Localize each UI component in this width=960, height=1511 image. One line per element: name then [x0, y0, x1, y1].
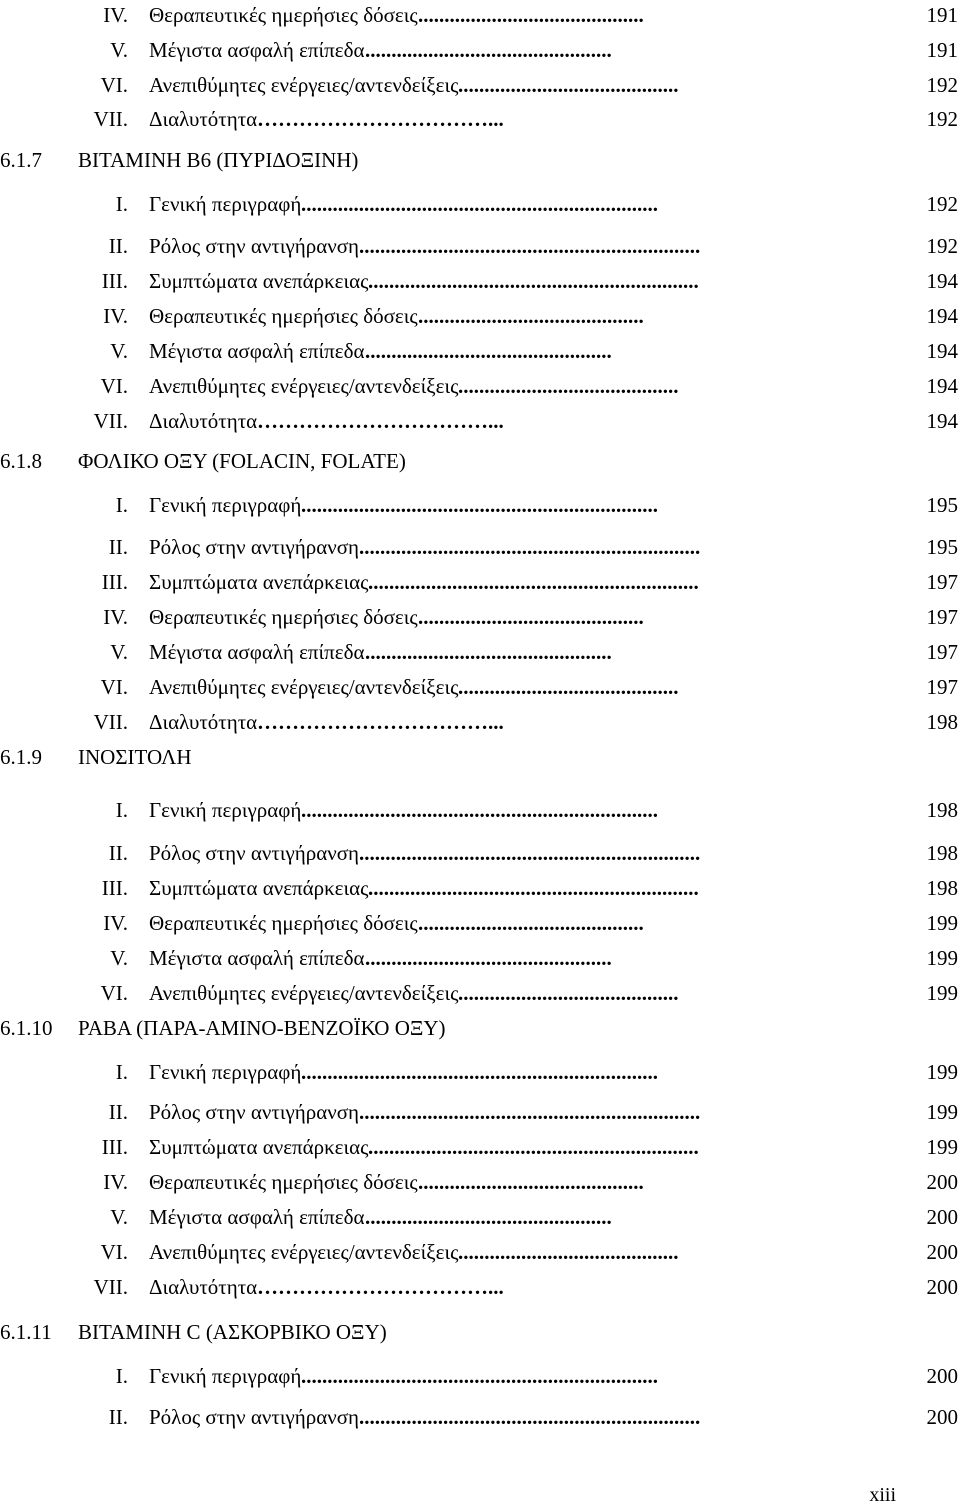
entry-title[interactable]: Ρόλος στην αντιγήρανση: [149, 535, 360, 559]
entry-roman-numeral: VI.: [100, 374, 128, 398]
section-title: ΦΟΛΙΚΟ ΟΞΥ (FOLACIN, FOLATE): [78, 449, 406, 473]
section-title: ΙΝΟΣΙΤΟΛΗ: [78, 745, 192, 769]
toc-entry[interactable]: [0, 189, 960, 219]
entry-roman-numeral: I.: [115, 493, 128, 517]
entry-roman-numeral: VI.: [100, 675, 128, 699]
entry-title[interactable]: Συμπτώματα ανεπάρκειας: [149, 269, 369, 293]
entry-page-number[interactable]: 194: [926, 339, 958, 363]
toc-entry[interactable]: [0, 1097, 960, 1127]
entry-title[interactable]: Ρόλος στην αντιγήρανση: [149, 1405, 360, 1429]
dot-leader: ....................................................................: [301, 1060, 658, 1084]
dot-leader: ...........................................: [418, 605, 644, 629]
entry-roman-numeral: III.: [101, 570, 128, 594]
entry-title[interactable]: Διαλυτότητα: [149, 710, 258, 734]
entry-roman-numeral: VII.: [93, 409, 128, 433]
entry-page-number[interactable]: 192: [926, 107, 958, 131]
entry-page-number[interactable]: 198: [926, 798, 958, 822]
entry-title[interactable]: Θεραπευτικές ημερήσιες δόσεις: [149, 1170, 418, 1194]
entry-page-number[interactable]: 199: [926, 946, 958, 970]
entry-title[interactable]: Ανεπιθύμητες ενέργειες/αντενδείξεις: [149, 1240, 459, 1264]
toc-entry[interactable]: [0, 336, 960, 366]
dot-leader: ..........................................: [458, 675, 679, 699]
entry-roman-numeral: VII.: [93, 710, 128, 734]
entry-page-number[interactable]: 194: [926, 269, 958, 293]
entry-title[interactable]: Θεραπευτικές ημερήσιες δόσεις: [149, 605, 418, 629]
entry-roman-numeral: III.: [101, 1135, 128, 1159]
entry-roman-numeral: IV.: [103, 1170, 128, 1194]
toc-entry[interactable]: [0, 70, 960, 100]
entry-page-number[interactable]: 194: [926, 304, 958, 328]
dot-leader: ...........................................: [418, 1170, 644, 1194]
toc-entry[interactable]: [0, 1402, 960, 1432]
toc-entry[interactable]: [0, 532, 960, 562]
entry-page-number[interactable]: 192: [926, 192, 958, 216]
entry-title[interactable]: Ανεπιθύμητες ενέργειες/αντενδείξεις: [149, 374, 459, 398]
entry-page-number[interactable]: 192: [926, 73, 958, 97]
dot-leader: ..........................................: [458, 1240, 679, 1264]
entry-page-number[interactable]: 197: [926, 640, 958, 664]
dot-leader: .................................................................: [359, 535, 701, 559]
entry-title[interactable]: Θεραπευτικές ημερήσιες δόσεις: [149, 3, 418, 27]
entry-page-number[interactable]: 199: [926, 1100, 958, 1124]
toc-entry[interactable]: [0, 490, 960, 520]
section-number: 6.1.9: [0, 745, 42, 769]
toc-entry[interactable]: [0, 908, 960, 938]
toc-entry[interactable]: [0, 1237, 960, 1267]
entry-page-number[interactable]: 199: [926, 981, 958, 1005]
toc-entry[interactable]: [0, 567, 960, 597]
toc-section-heading: [0, 742, 960, 772]
toc-entry[interactable]: [0, 1132, 960, 1162]
entry-roman-numeral: V.: [110, 1205, 128, 1229]
toc-entry[interactable]: [0, 637, 960, 667]
dot-leader: ...............................................................: [368, 876, 699, 900]
dot-leader: ..........................................: [458, 981, 679, 1005]
toc-entry[interactable]: [0, 838, 960, 868]
toc-entry[interactable]: [0, 231, 960, 261]
toc-section-heading: [0, 145, 960, 175]
toc-entry[interactable]: [0, 943, 960, 973]
entry-title[interactable]: Ρόλος στην αντιγήρανση: [149, 234, 360, 258]
entry-page-number[interactable]: 197: [926, 675, 958, 699]
toc-entry[interactable]: [0, 672, 960, 702]
entry-title[interactable]: Διαλυτότητα: [149, 409, 258, 433]
entry-roman-numeral: IV.: [103, 911, 128, 935]
section-title: ΒΙΤΑΜΙΝΗ Β6 (ΠΥΡΙΔΟΞΙΝΗ): [78, 148, 359, 172]
dot-leader: ...............................................................: [368, 269, 699, 293]
entry-title[interactable]: Γενική περιγραφή: [149, 192, 302, 216]
entry-title[interactable]: Θεραπευτικές ημερήσιες δόσεις: [149, 911, 418, 935]
entry-roman-numeral: I.: [115, 1060, 128, 1084]
entry-roman-numeral: IV.: [103, 605, 128, 629]
entry-page-number[interactable]: 200: [926, 1170, 958, 1194]
toc-entry[interactable]: [0, 602, 960, 632]
dot-leader: ....................................................................: [301, 493, 658, 517]
entry-roman-numeral: III.: [101, 876, 128, 900]
entry-page-number[interactable]: 200: [926, 1275, 958, 1299]
dot-leader: ……………………………...: [257, 107, 504, 131]
entry-roman-numeral: II.: [108, 1405, 128, 1429]
dot-leader: ……………………………...: [257, 409, 504, 433]
entry-roman-numeral: VI.: [100, 73, 128, 97]
entry-title[interactable]: Διαλυτότητα: [149, 1275, 258, 1299]
dot-leader: ....................................................................: [301, 1364, 658, 1388]
entry-title[interactable]: Συμπτώματα ανεπάρκειας: [149, 876, 369, 900]
toc-entry[interactable]: [0, 1272, 960, 1302]
entry-title[interactable]: Θεραπευτικές ημερήσιες δόσεις: [149, 304, 418, 328]
entry-roman-numeral: II.: [108, 1100, 128, 1124]
toc-entry[interactable]: [0, 1057, 960, 1087]
entry-roman-numeral: V.: [110, 38, 128, 62]
toc-entry[interactable]: [0, 104, 960, 134]
entry-page-number[interactable]: 200: [926, 1240, 958, 1264]
toc-entry[interactable]: [0, 707, 960, 737]
entry-page-number[interactable]: 200: [926, 1205, 958, 1229]
entry-page-number[interactable]: 191: [926, 3, 958, 27]
toc-entry[interactable]: [0, 35, 960, 65]
entry-roman-numeral: VII.: [93, 1275, 128, 1299]
dot-leader: ...............................................: [365, 339, 612, 363]
toc-section-heading: [0, 446, 960, 476]
entry-roman-numeral: II.: [108, 841, 128, 865]
section-title: ΒΙΤΑΜΙΝΗ C (ΑΣΚΟΡΒΙΚΟ ΟΞΥ): [78, 1320, 387, 1344]
entry-roman-numeral: III.: [101, 269, 128, 293]
dot-leader: ..........................................: [458, 374, 679, 398]
toc-entry[interactable]: [0, 1361, 960, 1391]
section-number: 6.1.10: [0, 1016, 53, 1040]
entry-page-number[interactable]: 192: [926, 234, 958, 258]
toc-entry[interactable]: [0, 0, 960, 30]
entry-roman-numeral: VII.: [93, 107, 128, 131]
toc-entry[interactable]: [0, 1202, 960, 1232]
entry-title[interactable]: Ρόλος στην αντιγήρανση: [149, 1100, 360, 1124]
section-title: PABA (ΠΑΡΑ-ΑΜΙΝΟ-ΒΕΝΖΟΪΚΟ ΟΞΥ): [78, 1016, 446, 1040]
dot-leader: ...........................................: [418, 304, 644, 328]
entry-page-number[interactable]: 199: [926, 911, 958, 935]
entry-roman-numeral: I.: [115, 798, 128, 822]
entry-roman-numeral: II.: [108, 535, 128, 559]
section-number: 6.1.8: [0, 449, 42, 473]
entry-page-number[interactable]: 195: [926, 493, 958, 517]
dot-leader: ……………………………...: [257, 710, 504, 734]
entry-page-number[interactable]: 200: [926, 1405, 958, 1429]
entry-title[interactable]: Ανεπιθύμητες ενέργειες/αντενδείξεις: [149, 675, 459, 699]
toc-entry[interactable]: [0, 1167, 960, 1197]
entry-roman-numeral: I.: [115, 1364, 128, 1388]
toc-entry[interactable]: [0, 978, 960, 1008]
dot-leader: .................................................................: [359, 1100, 701, 1124]
entry-title[interactable]: Γενική περιγραφή: [149, 1364, 302, 1388]
entry-title[interactable]: Γενική περιγραφή: [149, 493, 302, 517]
entry-page-number[interactable]: 199: [926, 1135, 958, 1159]
entry-page-number[interactable]: 200: [926, 1364, 958, 1388]
toc-entry[interactable]: [0, 301, 960, 331]
entry-page-number[interactable]: 198: [926, 841, 958, 865]
toc-entry[interactable]: [0, 266, 960, 296]
entry-page-number[interactable]: 197: [926, 570, 958, 594]
entry-title[interactable]: Ανεπιθύμητες ενέργειες/αντενδείξεις: [149, 981, 459, 1005]
entry-roman-numeral: IV.: [103, 304, 128, 328]
entry-roman-numeral: VI.: [100, 1240, 128, 1264]
entry-roman-numeral: VI.: [100, 981, 128, 1005]
entry-title[interactable]: Γενική περιγραφή: [149, 798, 302, 822]
toc-entry[interactable]: [0, 371, 960, 401]
dot-leader: ...........................................: [418, 911, 644, 935]
toc-section-heading: [0, 1013, 960, 1043]
entry-page-number[interactable]: 199: [926, 1060, 958, 1084]
entry-page-number[interactable]: 198: [926, 710, 958, 734]
entry-page-number[interactable]: 194: [926, 409, 958, 433]
entry-title[interactable]: Συμπτώματα ανεπάρκειας: [149, 1135, 369, 1159]
entry-title[interactable]: Γενική περιγραφή: [149, 1060, 302, 1084]
entry-roman-numeral: V.: [110, 946, 128, 970]
entry-page-number[interactable]: 197: [926, 605, 958, 629]
dot-leader: .................................................................: [359, 1405, 701, 1429]
entry-roman-numeral: V.: [110, 640, 128, 664]
entry-page-number[interactable]: 194: [926, 374, 958, 398]
entry-title[interactable]: Συμπτώματα ανεπάρκειας: [149, 570, 369, 594]
entry-roman-numeral: IV.: [103, 3, 128, 27]
entry-title[interactable]: Ανεπιθύμητες ενέργειες/αντενδείξεις: [149, 73, 459, 97]
dot-leader: ...............................................: [365, 1205, 612, 1229]
dot-leader: ...............................................: [365, 38, 612, 62]
entry-title[interactable]: Ρόλος στην αντιγήρανση: [149, 841, 360, 865]
dot-leader: ...............................................: [365, 946, 612, 970]
section-number: 6.1.11: [0, 1320, 52, 1344]
entry-title[interactable]: Διαλυτότητα: [149, 107, 258, 131]
entry-title[interactable]: Μέγιστα ασφαλή επίπεδα: [149, 640, 365, 664]
dot-leader: ....................................................................: [301, 798, 658, 822]
dot-leader: ....................................................................: [301, 192, 658, 216]
entry-title[interactable]: Μέγιστα ασφαλή επίπεδα: [149, 38, 365, 62]
toc-entry[interactable]: [0, 873, 960, 903]
entry-title[interactable]: Μέγιστα ασφαλή επίπεδα: [149, 946, 365, 970]
dot-leader: .................................................................: [359, 234, 701, 258]
dot-leader: ...............................................: [365, 640, 612, 664]
entry-roman-numeral: V.: [110, 339, 128, 363]
toc-entry[interactable]: [0, 406, 960, 436]
dot-leader: ...............................................................: [368, 1135, 699, 1159]
toc-section-heading: [0, 1317, 960, 1347]
entry-roman-numeral: II.: [108, 234, 128, 258]
entry-page-number[interactable]: 195: [926, 535, 958, 559]
entry-page-number[interactable]: 191: [926, 38, 958, 62]
entry-title[interactable]: Μέγιστα ασφαλή επίπεδα: [149, 339, 365, 363]
entry-roman-numeral: I.: [115, 192, 128, 216]
entry-title[interactable]: Μέγιστα ασφαλή επίπεδα: [149, 1205, 365, 1229]
footer-page-number: xiii: [869, 1484, 896, 1506]
dot-leader: ...............................................................: [368, 570, 699, 594]
dot-leader: ...........................................: [418, 3, 644, 27]
section-number: 6.1.7: [0, 148, 42, 172]
dot-leader: ..........................................: [458, 73, 679, 97]
dot-leader: ……………………………...: [257, 1275, 504, 1299]
toc-entry[interactable]: [0, 795, 960, 825]
entry-page-number[interactable]: 198: [926, 876, 958, 900]
dot-leader: .................................................................: [359, 841, 701, 865]
